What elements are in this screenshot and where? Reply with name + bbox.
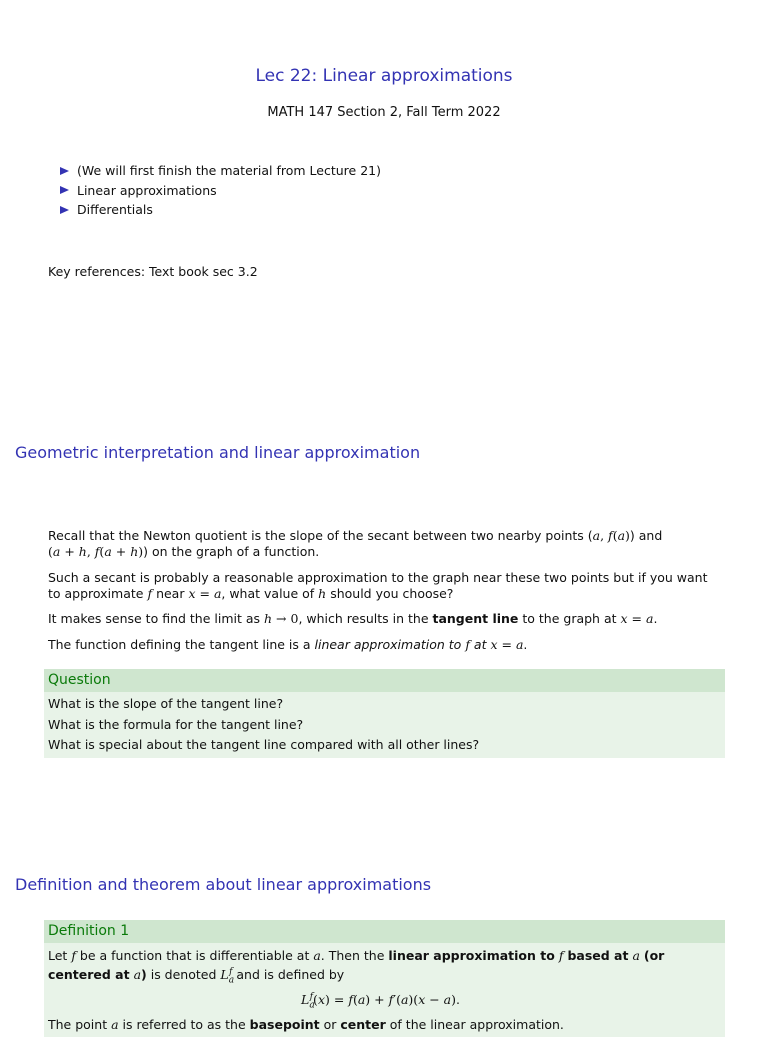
outline-list <box>60 161 381 220</box>
paragraph-tangent-function: The function defining the tangent line is a linear approximation to f at x = a. <box>48 637 528 652</box>
question-block <box>44 669 725 758</box>
definition-text: Let f be a function that is differentiable at a. Then the linear approximation to f based at a (or centered at a) is denoted $L_a^f$ and is defined by <box>48 948 665 986</box>
section-heading-definition: Definition and theorem about linear approximations <box>15 875 432 894</box>
basepoint-text: The point a is referred to as the basepoint or center of the linear approximation. <box>48 1017 564 1033</box>
question-block-body <box>44 692 725 758</box>
paragraph-newton-quotient: Recall that the Newton quotient is the slope of the secant between two nearby points (a, f(a)) and (a + h, f(a + h)) on the graph of a function. <box>48 528 663 559</box>
linear-approximation-formula: $L_a^f(x) = f(a) + f'(a)(x - a)$. <box>301 991 460 1011</box>
triangle-bullet-icon <box>60 206 69 214</box>
list-item: Linear approximations <box>60 181 381 201</box>
course-subtitle: MATH 147 Section 2, Fall Term 2022 <box>267 105 501 120</box>
key-references: Key references: Text book sec 3.2 <box>48 264 258 279</box>
list-item: (We will first finish the material from Lecture 21) <box>60 161 381 181</box>
lecture-title: Lec 22: Linear approximations <box>255 66 513 86</box>
question-block-title: Question <box>44 669 725 692</box>
definition-block-body <box>44 943 725 1037</box>
definition-block <box>44 920 725 1037</box>
question-item: What is the formula for the tangent line? <box>48 716 304 732</box>
triangle-bullet-icon <box>60 186 69 194</box>
definition-block-title: Definition 1 <box>44 920 725 943</box>
paragraph-secant: Such a secant is probably a reasonable approximation to the graph near these two points but if you want to approximate f near x = a, what value of h should you choose? <box>48 570 708 601</box>
triangle-bullet-icon <box>60 167 69 175</box>
section-heading-geometric: Geometric interpretation and linear approximation <box>15 443 421 462</box>
question-item: What is the slope of the tangent line? <box>48 696 284 711</box>
list-item: Differentials <box>60 200 381 220</box>
paragraph-limit: It makes sense to find the limit as h → 0, which results in the tangent line to the graph at x = a. <box>48 611 658 626</box>
question-item: What is special about the tangent line compared with all other lines? <box>48 737 480 752</box>
